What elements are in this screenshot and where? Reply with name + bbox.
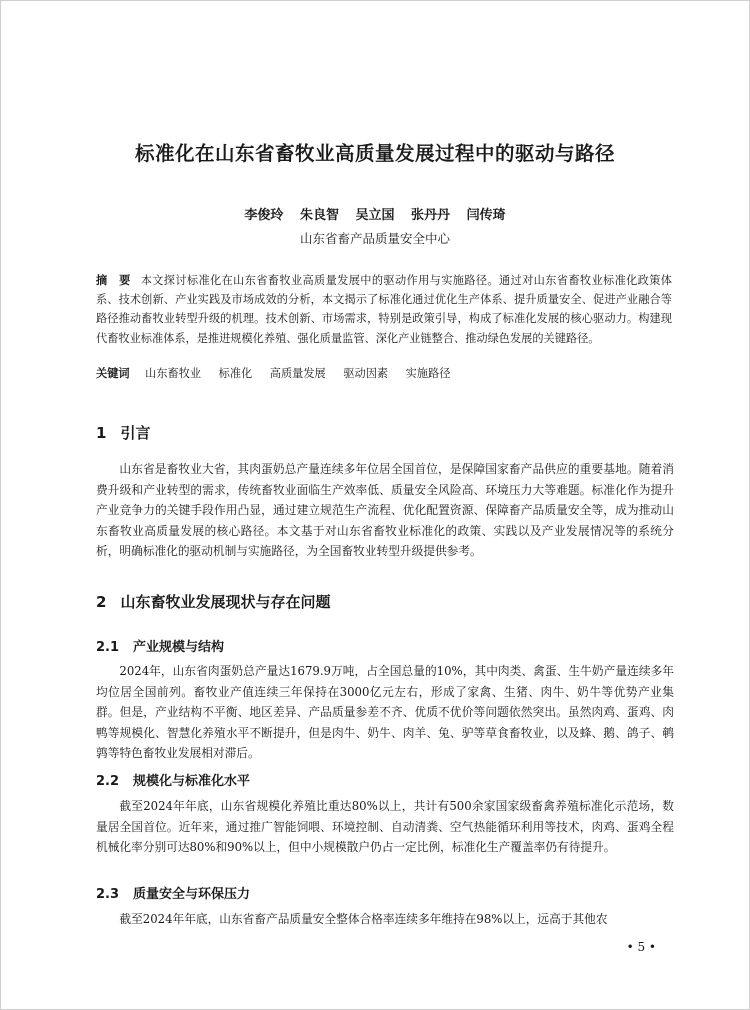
section-2-3-heading [96, 883, 250, 902]
keyword-2: 标准化 [218, 367, 253, 380]
abstract-text: 本文探讨标准化在山东省畜牧业高质量发展中的驱动作用与实施路径。通过对山东省畜牧业标准化政策体系、技术创新、产业实践及市场成效的分析，本文揭示了标准化通过优化生产体系、提升质量安全、促进产业融合等路径推动畜牧业转型升级的机理。技术创新、市场需求，特别是政策引导，构成了标准化发展的核心驱动力。构建现代畜牧业标准体系，是推进规模化养殖、强化质量监管、深化产业链整合、推动绿色发展的关键路径。 [96, 274, 672, 345]
abstract-label: 摘 要 [96, 274, 131, 287]
section-2-2-heading [96, 770, 250, 789]
section-2-3-title: 质量安全与环保压力 [133, 887, 251, 902]
section-2-1-heading [96, 636, 224, 655]
author-4: 张丹丹 [411, 208, 451, 223]
keywords [96, 364, 696, 383]
abstract [96, 271, 672, 348]
section-2-2-title: 规模化与标准化水平 [133, 774, 251, 789]
section-2-1-number: 2.1 [96, 640, 120, 655]
keyword-5: 实施路径 [405, 367, 451, 380]
section-2-1-title: 产业规模与结构 [133, 640, 225, 655]
affiliation: 山东省畜产品质量安全中心 [299, 231, 450, 246]
keywords-label: 关键词 [96, 367, 130, 380]
keyword-4: 驱动因素 [343, 367, 389, 380]
section-2-3-paragraph: 截至2024年年底，山东省畜产品质量安全整体合格率连续多年维持在98%以上，远高于其他农 [119, 912, 608, 926]
section-1-heading [96, 422, 150, 443]
section-2-2-number: 2.2 [96, 774, 120, 789]
paper-title: 标准化在山东省畜牧业高质量发展过程中的驱动与路径 [134, 142, 615, 165]
keyword-1: 山东畜牧业 [145, 367, 202, 380]
section-1-title: 引言 [120, 424, 151, 442]
section-1-number: 1 [96, 424, 107, 442]
section-1-paragraph: 山东省是畜牧业大省，其肉蛋奶总产量连续多年位居全国首位，是保障国家畜产品供应的重要基地。随着消费升级和产业转型的需求，传统畜牧业面临生产效率低、质量安全风险高、环境压力大等难题。标准化作为提升产业竞争力的关键手段作用凸显，通过建立规范生产流程、优化配置资源、保障畜产品质量安全等，成为推动山东畜牧业高质量发展的核心路径。本文基于对山东省畜牧业标准化的政策、实践以及产业发展情况等的系统分析，明确标准化的驱动机制与实施路径，为全国畜牧业转型升级提供参考。 [96, 462, 674, 558]
author-1: 李俊玲 [244, 208, 284, 223]
keyword-3: 高质量发展 [269, 367, 326, 380]
author-5: 闫传琦 [466, 208, 506, 223]
section-2-heading [96, 591, 330, 612]
section-2-1-paragraph: 2024年，山东省肉蛋奶总产量达1679.9万吨，占全国总量的10%，其中肉类、禽蛋、生牛奶产量连续多年均位居全国前列。畜牧业产值连续三年保持在3000亿元左右，形成了家禽、生猪、肉牛、奶牛等优势产业集群。但是，产业结构不平衡、地区差异、产品质量参差不齐、优质不优价等问题依然突出。虽然肉鸡、蛋鸡、肉鸭等规模化、智慧化养殖水平不断提升，但是肉牛、奶牛、肉羊、兔、驴等草食畜牧业，以及蜂、鹅、鸽子、鹌鹑等特色畜牧业发展相对滞后。 [96, 664, 674, 760]
page-number: • 5 • [626, 940, 656, 954]
author-2: 朱良智 [299, 208, 339, 223]
section-2-title: 山东畜牧业发展现状与存在问题 [120, 593, 331, 611]
section-2-number: 2 [96, 593, 107, 611]
section-2-2-paragraph: 截至2024年年底，山东省规模化养殖比重达80%以上，共计有500余家国家级畜禽养殖标准化示范场，数量居全国首位。近年来，通过推广智能饲喂、环境控制、自动清粪、空气热能循环利用等技术，肉鸡、蛋鸡全程机械化率分别可达80%和90%以上，但中小规模散户仍占一定比例，标准化生产覆盖率仍有待提升。 [96, 799, 674, 854]
section-2-3-number: 2.3 [96, 887, 120, 902]
author-list [0, 204, 750, 223]
author-3: 吴立国 [355, 208, 395, 223]
